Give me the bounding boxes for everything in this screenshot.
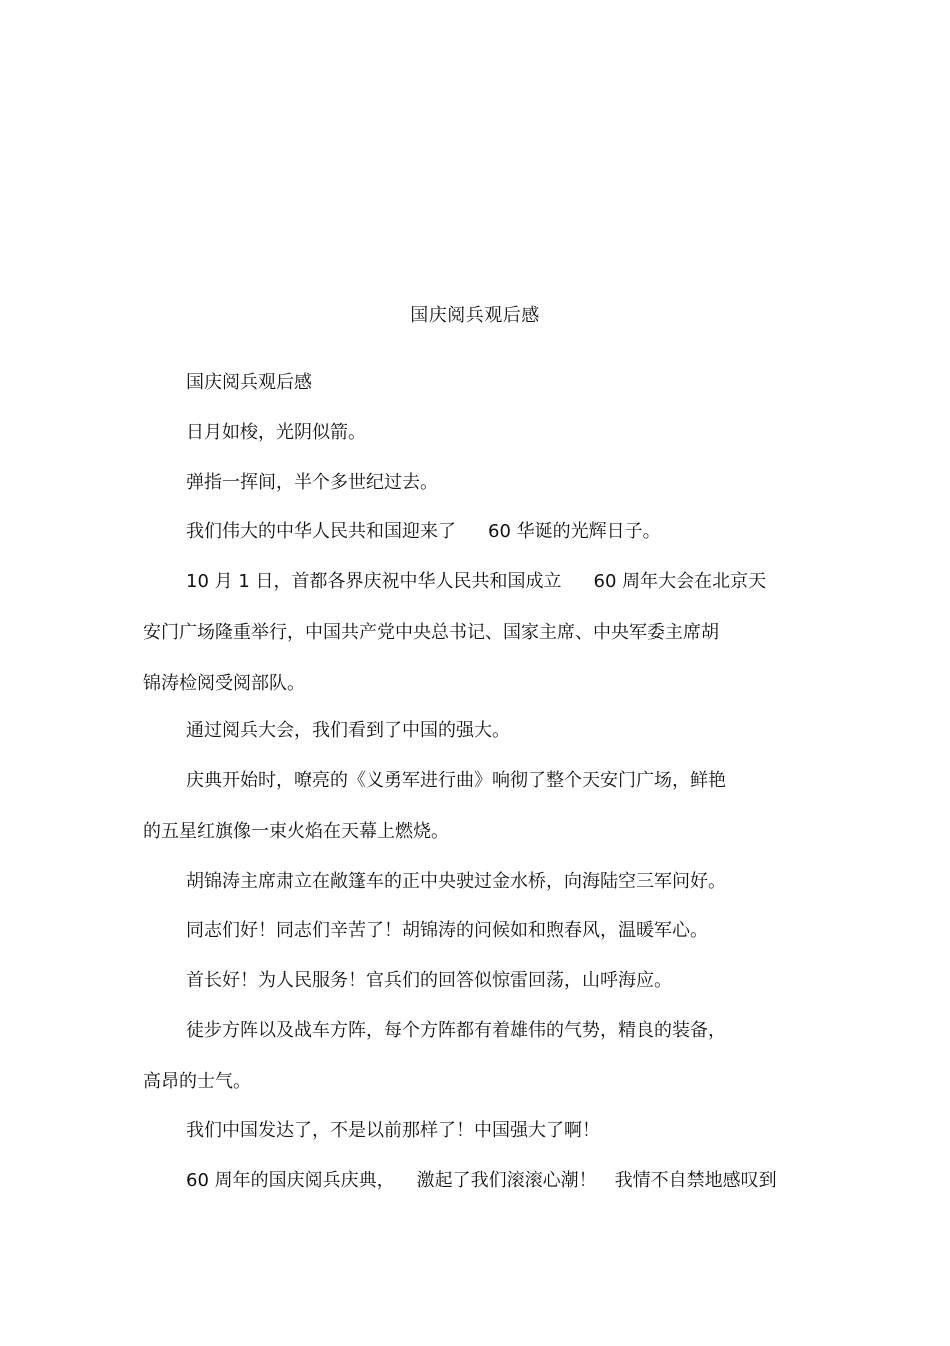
- line-segment: 我们伟大的中华人民共和国迎来了: [186, 521, 456, 542]
- document-title: 国庆阅兵观后感: [410, 305, 540, 326]
- paragraph-line: [186, 520, 661, 544]
- line-segment: 60 华诞的光辉日子。: [488, 521, 661, 542]
- paragraph-line: 我们中国发达了，不是以前那样了！中国强大了啊！: [186, 1120, 600, 1141]
- paragraph-line: 安门广场隆重举行，中国共产党中央总书记、国家主席、中央军委主席胡: [143, 622, 719, 643]
- paragraph-line: 胡锦涛主席肃立在敞篷车的正中央驶过金水桥，向海陆空三军问好。: [186, 871, 726, 892]
- paragraph-line: 的五星红旗像一束火焰在天幕上燃烧。: [143, 821, 449, 842]
- paragraph-line: [186, 570, 766, 594]
- paragraph-line: 锦涛检阅受阅部队。: [143, 673, 305, 694]
- line-segment: 10 月 1 日，首都各界庆祝中华人民共和国成立: [186, 571, 562, 592]
- paragraph-line: 同志们好！同志们辛苦了！胡锦涛的问候如和煦春风，温暖军心。: [186, 920, 708, 941]
- paragraph-line: 弹指一挥间，半个多世纪过去。: [186, 472, 438, 493]
- line-segment: 60 周年的国庆阅兵庆典，: [186, 1170, 395, 1191]
- paragraph-line: [186, 1169, 777, 1193]
- line-segment: 我情不自禁地感叹到: [614, 1170, 777, 1191]
- paragraph-line: 庆典开始时，嘹亮的《义勇军进行曲》响彻了整个天安门广场，鲜艳: [186, 770, 726, 791]
- paragraph-line: 日月如梭，光阴似箭。: [186, 422, 366, 443]
- line-segment: 60 周年大会在北京天: [593, 571, 767, 592]
- paragraph-line: 徒步方阵以及战车方阵，每个方阵都有着雄伟的气势，精良的装备，: [186, 1020, 726, 1041]
- paragraph-line: 通过阅兵大会，我们看到了中国的强大。: [186, 720, 510, 741]
- paragraph-line: 高昂的士气。: [143, 1071, 251, 1092]
- paragraph-line: 国庆阅兵观后感: [186, 372, 312, 393]
- line-segment: 激起了我们滚滚心潮！: [416, 1170, 597, 1191]
- paragraph-line: 首长好！为人民服务！官兵们的回答似惊雷回荡，山呼海应。: [186, 970, 672, 991]
